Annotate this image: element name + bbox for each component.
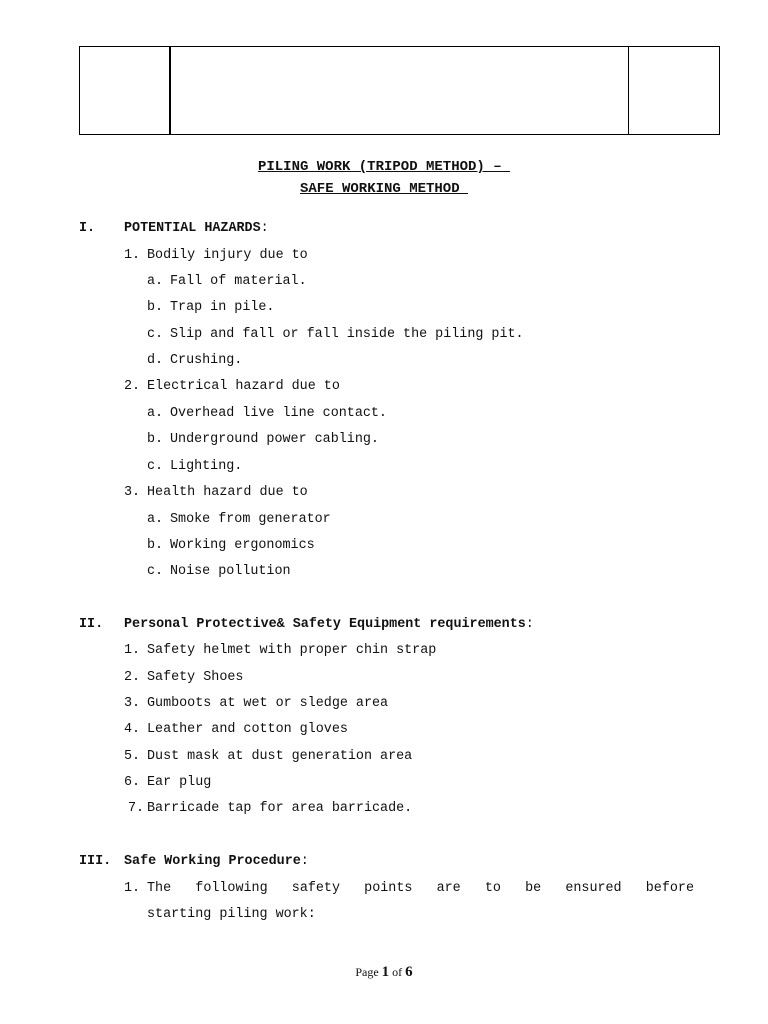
page-current: 1: [381, 964, 390, 980]
header-divider-right: [628, 47, 629, 134]
justified-text-line: [147, 881, 694, 896]
list-item-text: Leather and cotton gloves: [147, 722, 348, 737]
header-divider-left: [169, 47, 171, 134]
word: are: [436, 881, 461, 896]
page-label: Page: [355, 965, 382, 979]
section-1-heading: POTENTIAL HAZARDS:: [124, 221, 269, 236]
section-3-numeral: III.: [79, 854, 112, 869]
word: before: [645, 881, 694, 896]
sub-item-text: Crushing.: [170, 353, 243, 368]
sub-item-letter: b.: [147, 300, 164, 315]
sub-item-text: Noise pollution: [170, 564, 291, 579]
section-3-heading: Safe Working Procedure:: [124, 854, 309, 869]
list-item-number: 4.: [124, 722, 141, 737]
list-item-text-continuation: starting piling work:: [147, 907, 316, 922]
document-title-line-2: SAFE WORKING METHOD: [299, 181, 469, 197]
document-header-box: [79, 46, 720, 135]
word: safety: [291, 881, 340, 896]
sub-item-text: Slip and fall or fall inside the piling pit.: [170, 327, 524, 342]
list-item-number: 1.: [124, 248, 141, 263]
sub-item-text: Smoke from generator: [170, 512, 331, 527]
sub-item-letter: c.: [147, 327, 164, 342]
list-item-text: Ear plug: [147, 775, 212, 790]
word: following: [195, 881, 268, 896]
list-item-number: 1.: [124, 881, 141, 896]
sub-item-text: Working ergonomics: [170, 538, 315, 553]
word: ensured: [565, 881, 622, 896]
sub-item-letter: c.: [147, 459, 164, 474]
list-item-number: 1.: [124, 643, 141, 658]
sub-item-text: Fall of material.: [170, 274, 307, 289]
document-title-line-1: PILING WORK (TRIPOD METHOD) –: [257, 159, 511, 175]
list-item-text: Bodily injury due to: [147, 248, 308, 263]
section-2-numeral: II.: [79, 617, 104, 632]
word: be: [525, 881, 542, 896]
sub-item-letter: d.: [147, 353, 164, 368]
list-item-text: Gumboots at wet or sledge area: [147, 696, 389, 711]
sub-item-text: Underground power cabling.: [170, 432, 379, 447]
list-item-number: 7.: [128, 801, 145, 816]
list-item-text: Dust mask at dust generation area: [147, 749, 413, 764]
list-item-text: Safety helmet with proper chin strap: [147, 643, 437, 658]
sub-item-letter: b.: [147, 432, 164, 447]
list-item-text: Barricade tap for area barricade.: [147, 801, 413, 816]
sub-item-text: Trap in pile.: [170, 300, 275, 315]
page-of-label: of: [389, 965, 406, 979]
list-item-text: Safety Shoes: [147, 670, 244, 685]
word: points: [364, 881, 413, 896]
sub-item-letter: a.: [147, 512, 164, 527]
sub-item-text: Overhead live line contact.: [170, 406, 387, 421]
list-item-number: 3.: [124, 696, 141, 711]
section-2-heading: Personal Protective& Safety Equipment requirements:: [124, 617, 534, 632]
sub-item-letter: a.: [147, 406, 164, 421]
list-item-number: 6.: [124, 775, 141, 790]
list-item-number: 5.: [124, 749, 141, 764]
list-item-text: Health hazard due to: [147, 485, 308, 500]
sub-item-letter: c.: [147, 564, 164, 579]
list-item-text: Electrical hazard due to: [147, 379, 340, 394]
list-item-number: 2.: [124, 379, 141, 394]
sub-item-letter: a.: [147, 274, 164, 289]
section-1-numeral: I.: [79, 221, 96, 236]
page-total: 6: [405, 964, 413, 980]
sub-item-text: Lighting.: [170, 459, 243, 474]
list-item-number: 2.: [124, 670, 141, 685]
list-item-number: 3.: [124, 485, 141, 500]
word: The: [147, 881, 172, 896]
page-number-footer: [0, 964, 768, 981]
word: to: [484, 881, 501, 896]
sub-item-letter: b.: [147, 538, 164, 553]
